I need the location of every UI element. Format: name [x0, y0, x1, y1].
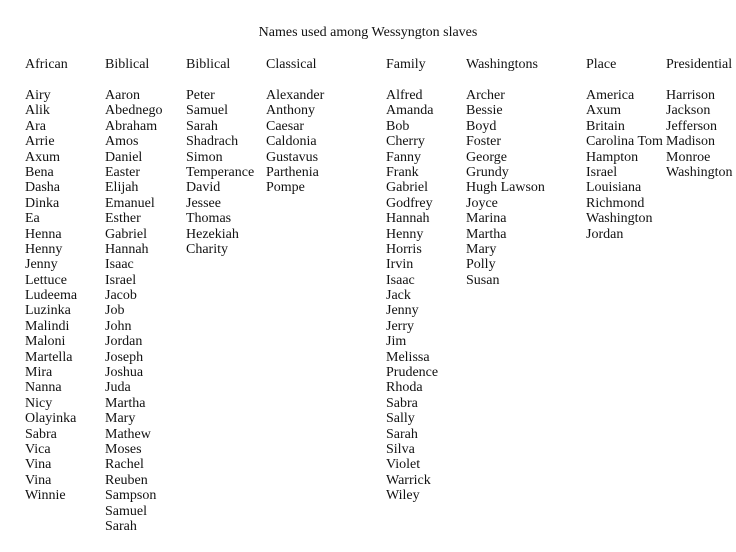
list-item: Isaac: [386, 272, 415, 288]
list-item: Warrick: [386, 472, 431, 488]
name-list: [666, 88, 733, 180]
list-item: Horris: [386, 241, 422, 257]
list-item: Caldonia: [266, 134, 317, 150]
column-header: Classical: [266, 57, 317, 72]
name-list: [386, 88, 438, 504]
list-item: Abraham: [105, 118, 158, 134]
column-2: [186, 55, 254, 257]
column-header: Place: [586, 57, 617, 72]
list-item: Amos: [105, 134, 139, 150]
list-item: Britain: [586, 118, 625, 134]
list-item: Archer: [466, 88, 505, 103]
list-item: Vina: [25, 457, 52, 473]
column-0: [25, 55, 77, 504]
list-item: Cherry: [386, 134, 425, 150]
list-item: Gustavus: [266, 149, 319, 165]
list-item: Polly: [466, 257, 496, 273]
list-item: Wiley: [386, 488, 420, 504]
list-item: Sarah: [386, 426, 418, 442]
list-item: Sally: [386, 411, 415, 427]
list-item: Easter: [105, 164, 140, 180]
list-item: Gabriel: [105, 226, 147, 242]
list-item: Sabra: [386, 395, 418, 411]
list-item: Abednego: [105, 103, 163, 119]
name-list: [466, 88, 545, 288]
column-header: African: [25, 57, 68, 72]
list-item: Martha: [105, 395, 146, 411]
list-item: Henny: [386, 226, 424, 242]
list-item: Frank: [386, 164, 419, 180]
list-item: Axum: [586, 103, 621, 119]
list-item: Joseph: [105, 349, 144, 365]
list-item: Israel: [586, 164, 618, 180]
list-item: Simon: [186, 149, 223, 165]
list-item: Caesar: [266, 118, 305, 134]
list-item: Jessee: [186, 195, 221, 211]
list-item: Jacob: [105, 288, 137, 304]
column-4: [386, 55, 438, 504]
list-item: Elijah: [105, 180, 139, 196]
list-item: Foster: [466, 134, 501, 150]
list-item: Jim: [386, 334, 407, 350]
list-item: Jordan: [586, 226, 624, 242]
list-item: Bessie: [466, 103, 503, 119]
list-item: Mira: [25, 365, 53, 381]
list-item: Madison: [666, 134, 715, 150]
list-item: Moses: [105, 441, 142, 457]
column-header: Washingtons: [466, 57, 538, 72]
list-item: Ara: [25, 118, 46, 134]
list-item: Parthenia: [266, 164, 319, 180]
list-item: Ludeema: [25, 288, 78, 304]
list-item: Samuel: [186, 103, 228, 119]
list-item: Juda: [105, 380, 131, 396]
list-item: Jenny: [25, 257, 58, 273]
list-item: Ea: [25, 211, 40, 227]
name-list: [25, 88, 77, 504]
list-item: Hampton: [586, 149, 639, 165]
list-item: Sampson: [105, 488, 157, 504]
list-item: Marina: [466, 211, 507, 227]
list-item: Washington: [586, 211, 653, 227]
column-header: Family: [386, 57, 426, 72]
column-6: [586, 55, 663, 242]
list-item: Jordan: [105, 334, 143, 350]
list-item: Silva: [386, 441, 415, 457]
list-item: Martella: [25, 349, 73, 365]
name-list: [586, 88, 663, 242]
list-item: Louisiana: [586, 180, 642, 196]
list-item: Hezekiah: [186, 226, 239, 242]
list-item: Rhoda: [386, 380, 423, 396]
list-item: Sabra: [25, 426, 57, 442]
column-header: Biblical: [105, 57, 150, 72]
list-item: Rachel: [105, 457, 144, 473]
list-item: Nanna: [25, 380, 62, 396]
name-list: [266, 88, 324, 196]
list-item: Charity: [186, 241, 228, 257]
list-item: Gabriel: [386, 180, 428, 196]
list-item: Esther: [105, 211, 141, 227]
list-item: Arrie: [25, 134, 55, 150]
list-item: Temperance: [186, 164, 255, 180]
list-item: Anthony: [266, 103, 315, 119]
list-item: Jack: [386, 288, 411, 304]
list-item: Job: [105, 303, 125, 319]
list-item: Joshua: [105, 365, 144, 381]
list-item: David: [186, 180, 221, 196]
list-item: Dasha: [25, 180, 60, 196]
list-item: Susan: [466, 272, 500, 288]
list-item: Joyce: [466, 195, 498, 211]
list-item: Peter: [186, 88, 215, 103]
name-list: [186, 88, 254, 257]
list-item: Henna: [25, 226, 62, 242]
list-item: Mary: [466, 241, 497, 257]
list-item: Sarah: [105, 518, 137, 534]
list-item: Washington: [666, 164, 733, 180]
list-item: Lettuce: [25, 272, 67, 288]
list-item: Carolina Tom: [586, 134, 663, 150]
list-item: Godfrey: [386, 195, 433, 211]
list-item: Daniel: [105, 149, 143, 165]
column-header: Biblical: [186, 57, 231, 72]
list-item: Malindi: [25, 318, 70, 334]
column-3: [266, 55, 324, 196]
list-item: Samuel: [105, 503, 147, 519]
list-item: Dinka: [25, 195, 60, 211]
list-item: Axum: [25, 149, 60, 165]
list-item: Alfred: [386, 88, 423, 103]
list-item: Olayinka: [25, 411, 77, 427]
list-item: Henny: [25, 241, 63, 257]
list-item: Amanda: [386, 103, 434, 119]
list-item: Violet: [386, 457, 421, 473]
list-item: Hannah: [386, 211, 430, 227]
list-item: Isaac: [105, 257, 134, 273]
list-item: Martha: [466, 226, 507, 242]
list-item: Mathew: [105, 426, 151, 442]
list-item: Reuben: [105, 472, 148, 488]
list-item: Pompe: [266, 180, 305, 196]
list-item: Thomas: [186, 211, 232, 227]
list-item: Alik: [25, 103, 50, 119]
column-header: Presidential: [666, 57, 733, 72]
list-item: Mary: [105, 411, 136, 427]
list-item: Israel: [105, 272, 137, 288]
list-item: Fanny: [386, 149, 421, 165]
list-item: Vina: [25, 472, 52, 488]
list-item: Richmond: [586, 195, 645, 211]
column-5: [466, 55, 545, 288]
list-item: Hugh Lawson: [466, 180, 545, 196]
list-item: Irvin: [386, 257, 414, 273]
list-item: Grundy: [466, 164, 509, 180]
list-item: Winnie: [25, 488, 66, 504]
list-item: Jenny: [386, 303, 419, 319]
list-item: Nicy: [25, 395, 53, 411]
list-item: Shadrach: [186, 134, 239, 150]
list-item: Luzinka: [25, 303, 71, 319]
list-item: Jefferson: [666, 118, 718, 134]
page-title: Names used among Wessyngton slaves: [258, 25, 478, 40]
list-item: George: [466, 149, 507, 165]
list-item: Bena: [25, 164, 54, 180]
list-item: America: [586, 88, 635, 103]
name-list: [105, 88, 163, 534]
list-item: Prudence: [386, 365, 439, 381]
list-item: Sarah: [186, 118, 218, 134]
column-7: [666, 55, 733, 180]
list-item: Jerry: [386, 318, 414, 334]
list-item: Jackson: [666, 103, 711, 119]
list-item: Boyd: [466, 118, 497, 134]
list-item: Vica: [25, 441, 51, 457]
list-item: Hannah: [105, 241, 149, 257]
list-item: Emanuel: [105, 195, 155, 211]
list-item: Monroe: [666, 149, 711, 165]
list-item: Bob: [386, 118, 410, 134]
list-item: Alexander: [266, 88, 325, 103]
column-1: [105, 55, 163, 534]
list-item: Maloni: [25, 334, 66, 350]
list-item: John: [105, 318, 132, 334]
list-item: Harrison: [666, 88, 715, 103]
list-item: Aaron: [105, 88, 140, 103]
list-item: Melissa: [386, 349, 430, 365]
list-item: Airy: [25, 88, 51, 103]
